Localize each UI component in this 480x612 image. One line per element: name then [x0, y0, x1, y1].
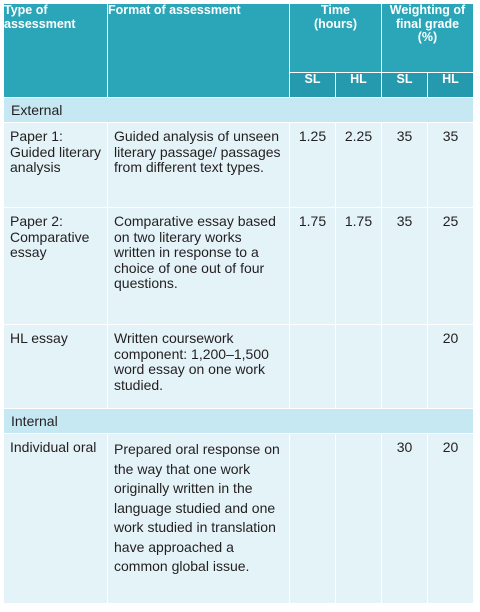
section-row-internal: [4, 409, 474, 434]
header-weighting-label: Weighting of final grade (%): [389, 3, 466, 44]
cell-weight-sl: 35: [382, 123, 428, 208]
cell-weight-hl: 35: [428, 123, 474, 208]
cell-type: Individual oral: [4, 434, 108, 604]
assessment-table: [3, 3, 474, 604]
subheader-weight-sl: SL: [382, 73, 428, 98]
cell-time-sl: 1.75: [290, 208, 336, 325]
cell-time-hl: [336, 325, 382, 409]
cell-type: HL essay: [4, 325, 108, 409]
cell-weight-hl: 20: [428, 434, 474, 604]
cell-weight-hl: 25: [428, 208, 474, 325]
header-format-of-assessment: Format of assessment: [108, 4, 290, 98]
section-label-external: External: [4, 98, 474, 123]
subheader-weight-hl: HL: [428, 73, 474, 98]
header-time-hours: [290, 4, 382, 73]
cell-time-hl: 1.75: [336, 208, 382, 325]
cell-format: Guided analysis of unseen literary passage/ passages from different text types.: [108, 123, 290, 208]
section-row-external: [4, 98, 474, 123]
table-row: [4, 325, 474, 409]
cell-format: Prepared oral response on the way that one work originally written in the language studied and one work studied in translation have approached a common global issue.: [108, 434, 290, 604]
table-header-row: [4, 4, 474, 73]
table-row: [4, 208, 474, 325]
cell-time-hl: [336, 434, 382, 604]
cell-weight-hl: 20: [428, 325, 474, 409]
subheader-time-hl: HL: [336, 73, 382, 98]
cell-time-hl: 2.25: [336, 123, 382, 208]
header-weighting: [382, 4, 474, 73]
header-type-of-assessment: Type of assessment: [4, 4, 108, 98]
cell-time-sl: 1.25: [290, 123, 336, 208]
cell-weight-sl: 30: [382, 434, 428, 604]
cell-type: Paper 1: Guided literary analysis: [4, 123, 108, 208]
cell-weight-sl: [382, 325, 428, 409]
section-label-internal: Internal: [4, 409, 474, 434]
cell-type: Paper 2: Comparative essay: [4, 208, 108, 325]
table-row: [4, 434, 474, 604]
table-row: [4, 123, 474, 208]
cell-time-sl: [290, 434, 336, 604]
header-time-hours-label: Time (hours): [313, 3, 358, 31]
cell-weight-sl: 35: [382, 208, 428, 325]
subheader-time-sl: SL: [290, 73, 336, 98]
cell-format: Written coursework component: 1,200–1,500 word essay on one work studied.: [108, 325, 290, 409]
cell-time-sl: [290, 325, 336, 409]
cell-format: Comparative essay based on two literary works written in response to a choice of one out of four questions.: [108, 208, 290, 325]
